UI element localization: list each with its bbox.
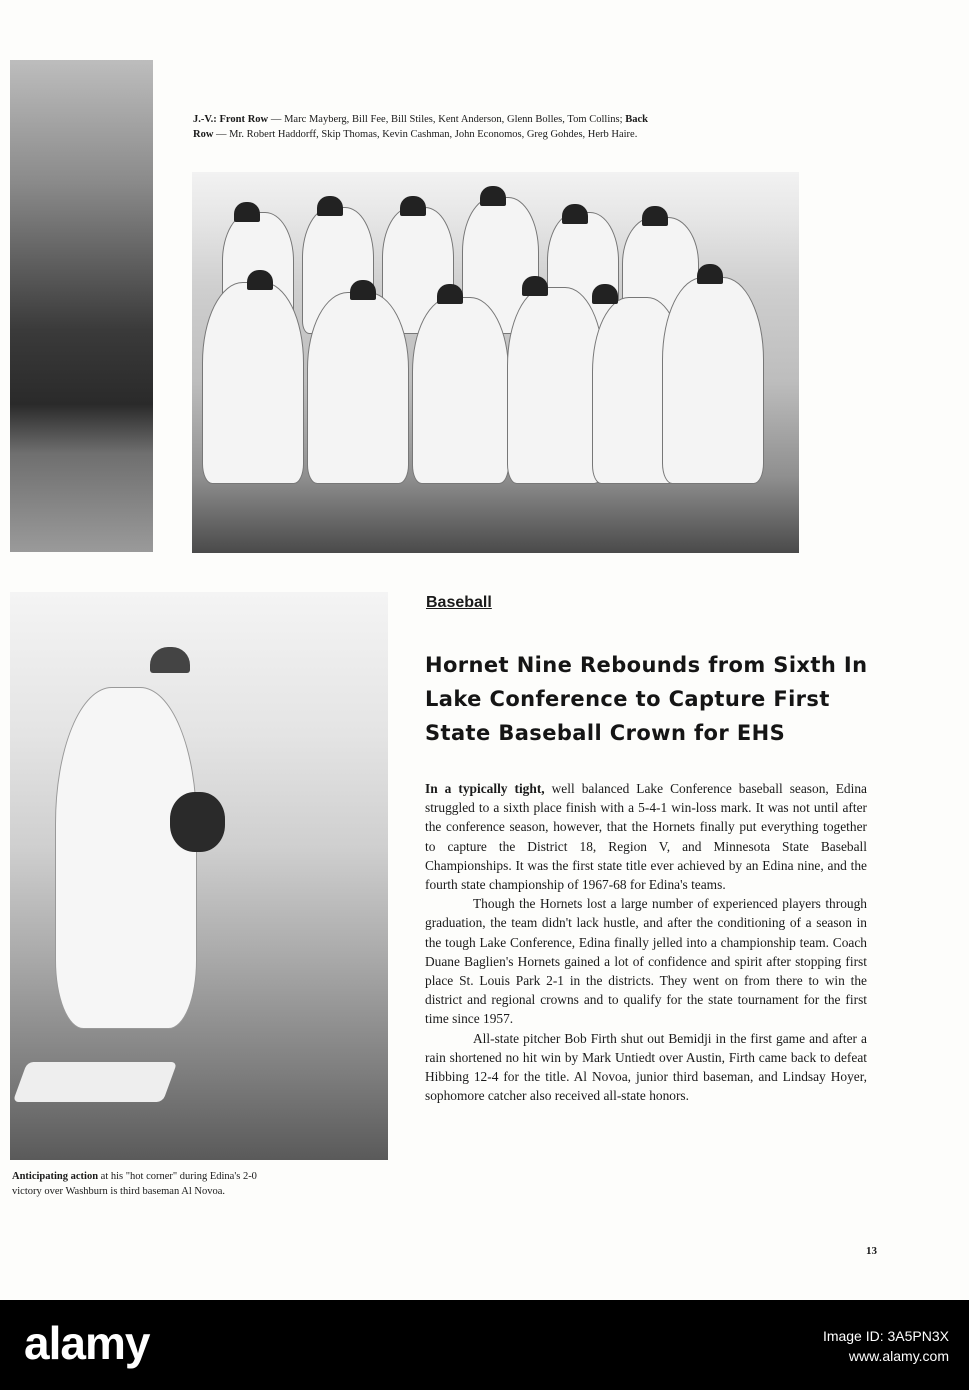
paragraph-1-text: well balanced Lake Conference baseball season, Edina struggled to a sixth place finish with a 5-4-1 win-loss mark. It was not until after the conference season, however, that the Hornets finally put everything together to capture the District 18, Region V, and Minnesota State Baseball Championships. It was the first state title ever achieved by an Edina nine, and the fourth state championship of 1967-68 for Edina's teams. xyxy=(425,781,867,893)
photo-caption xyxy=(12,1169,257,1199)
jv-team-caption xyxy=(193,112,648,142)
jv-team-photo xyxy=(192,172,799,553)
dugout-photo xyxy=(10,60,153,552)
front-row-label: Front Row xyxy=(219,114,269,125)
site-url[interactable]: www.alamy.com xyxy=(848,1348,949,1364)
article-body xyxy=(425,779,867,1105)
paragraph-1 xyxy=(425,779,867,894)
back-row-names: — Mr. Robert Haddorff, Skip Thomas, Kevin Cashman, John Economos, Greg Gohdes, Herb Haire. xyxy=(213,129,638,140)
back-row-label: Back Row xyxy=(193,114,649,140)
image-id: Image ID: 3A5PN3X xyxy=(822,1328,949,1344)
caption-text: at his "hot corner" during Edina's 2-0 victory over Washburn is third baseman Al Novoa. xyxy=(12,1171,257,1197)
headline: Hornet Nine Rebounds from Sixth In Lake Conference to Capture First State Baseball Crown for EHS xyxy=(425,653,868,745)
front-row-names: — Marc Mayberg, Bill Fee, Bill Stiles, Kent Anderson, Glenn Bolles, Tom Collins; xyxy=(268,114,626,125)
watermark-footer xyxy=(0,1300,969,1390)
caption-lead: Anticipating action xyxy=(12,1171,99,1182)
caption-label: J.-V.: xyxy=(193,114,217,125)
paragraph-2: Though the Hornets lost a large number of experienced players through graduation, the team didn't lack hustle, and after the conditioning of a season in the tough Lake Conference, Edina finally jelled into a championship team. Coach Duane Baglien's Hornets gained a lot of confidence and spirit after stopping first place St. Louis Park 2-1 in the districts. They went on from there to win the district and regional crowns and to qualify for the state tournament for the first time since 1957. xyxy=(425,896,867,1027)
paragraph-3: All-state pitcher Bob Firth shut out Bemidji in the first game and after a rain shortened no hit win by Mark Untiedt over Austin, Firth came back to defeat Hibbing 12-4 for the title. Al Novoa, junior third baseman, and Lindsay Hoyer, sophomore catcher also received all-state honors. xyxy=(425,1030,867,1104)
article-lead: In a typically tight, xyxy=(425,781,545,796)
section-title: Baseball xyxy=(426,594,492,611)
third-baseman-photo xyxy=(10,592,388,1160)
page-number: 13 xyxy=(866,1245,877,1257)
alamy-logo: alamy xyxy=(24,1317,150,1369)
